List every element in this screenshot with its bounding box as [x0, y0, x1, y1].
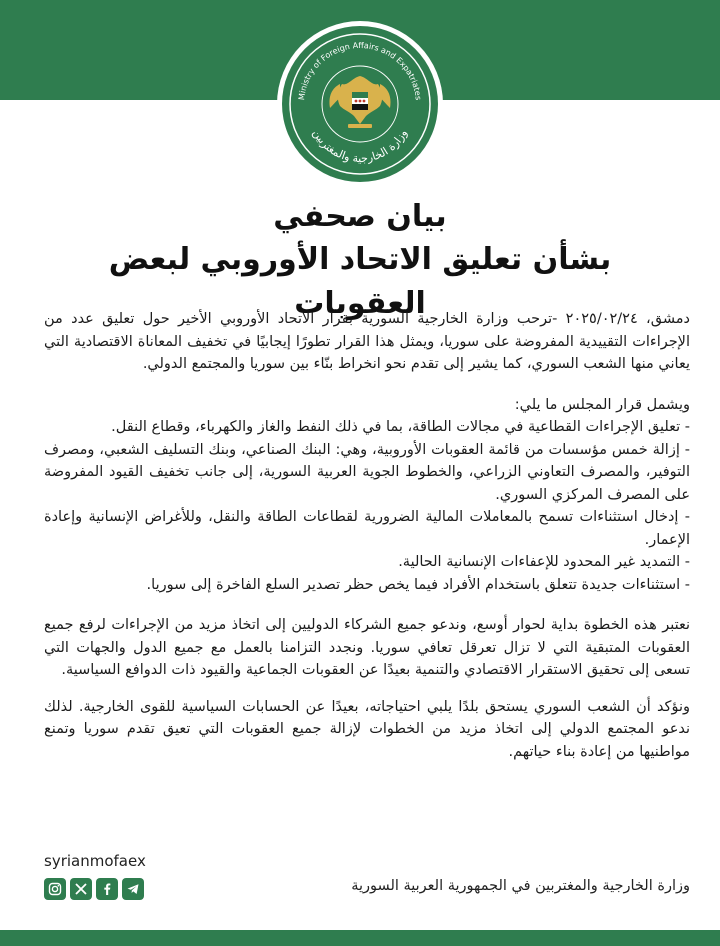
seal-text-ar: وزارة الخارجية والمغتربين — [310, 127, 410, 166]
facebook-icon[interactable] — [96, 878, 118, 900]
statement-body — [44, 308, 690, 763]
list-item: - التمديد غير المحدود للإعفاءات الإنسانية الحالية. — [398, 554, 690, 570]
list-item: - تعليق الإجراءات القطاعية في مجالات الطاقة، بما في ذلك النفط والغاز والكهرباء، وقطاع النقل. — [111, 419, 690, 435]
social-handle[interactable]: syrianmofaex — [44, 852, 146, 870]
footer-band — [0, 930, 720, 946]
ministry-seal-logo — [282, 26, 438, 182]
telegram-icon[interactable] — [122, 878, 144, 900]
list-item: - إدخال استثناءات تسمح بالمعاملات المالية الضرورية لقطاعات الطاقة والنقل، وللأغراض الإنسانية وإعادة الإعمار. — [44, 509, 690, 548]
intro-paragraph: دمشق، ٢٠٢٥/٠٢/٢٤ -ترحب وزارة الخارجية السورية بقرار الاتحاد الأوروبي الأخير حول تعليق عدد من الإجراءات التقييدية المفروضة على سوريا، ويمثل هذا القرار تطورًا إيجابيًا في تخفيف المعاناة الاقتصادية التي يعاني منها الشعب السوري، كما يشير إلى تقدم نحو انخراط بنّاء بين سوريا والمجتمع الدولي. — [44, 311, 690, 372]
paragraph-2: نعتبر هذه الخطوة بداية لحوار أوسع، وندعو جميع الشركاء الدوليين إلى اتخاذ مزيد من الإجراءات لرفع جميع العقوبات المتبقية التي لا تزال تعرقل تعافي سوريا. ونجدد التزامنا بالعمل مع جميع الدول والجهات التي تسعى إلى تحقيق الاستقرار الاقتصادي والتنمية بعيدًا عن العقوبات الجماعية والقيود ذات الدوافع السياسية. — [44, 617, 690, 678]
x-icon[interactable] — [70, 878, 92, 900]
title-line-2: بشأن تعليق الاتحاد الأوروبي لبعض العقوبات — [108, 242, 612, 321]
list-intro: ويشمل قرار المجلس ما يلي: — [514, 396, 690, 413]
paragraph-3: ونؤكد أن الشعب السوري يستحق بلدًا يلبي احتياجاته، بعيدًا عن الحسابات السياسية للقوى الخارجية. لذلك ندعو المجتمع الدولي إلى اتخاذ مزيد من الخطوات لإزالة جميع العقوبات التي تعيق تقدم سوريا وتمنع مواطنيها من إعادة بناء حياتهم. — [44, 698, 690, 760]
page-title — [40, 196, 680, 326]
list-item: - إزالة خمس مؤسسات من قائمة العقوبات الأوروبية، وهي: البنك الصناعي، وبنك التسليف الشعبي، ومصرف التوفير، والمصرف التعاوني الزراعي، والخطوط الجوية العربية السورية، إلى جانب تخفيف القيود المفروضة على المصرف المركزي السوري. — [44, 441, 690, 503]
title-line-1: بيان صحفي — [273, 199, 447, 234]
list-item: - استثناءات جديدة تتعلق باستخدام الأفراد فيما يخص حظر تصدير السلع الفاخرة إلى سوريا. — [146, 576, 690, 593]
seal-text-en: Ministry of Foreign Affairs and Expatriates — [297, 40, 423, 101]
ministry-signature: وزارة الخارجية والمغتربين في الجمهورية العربية السورية — [351, 878, 690, 894]
instagram-icon[interactable] — [44, 878, 66, 900]
eagle-emblem-icon — [329, 76, 390, 128]
social-icons — [44, 878, 144, 900]
